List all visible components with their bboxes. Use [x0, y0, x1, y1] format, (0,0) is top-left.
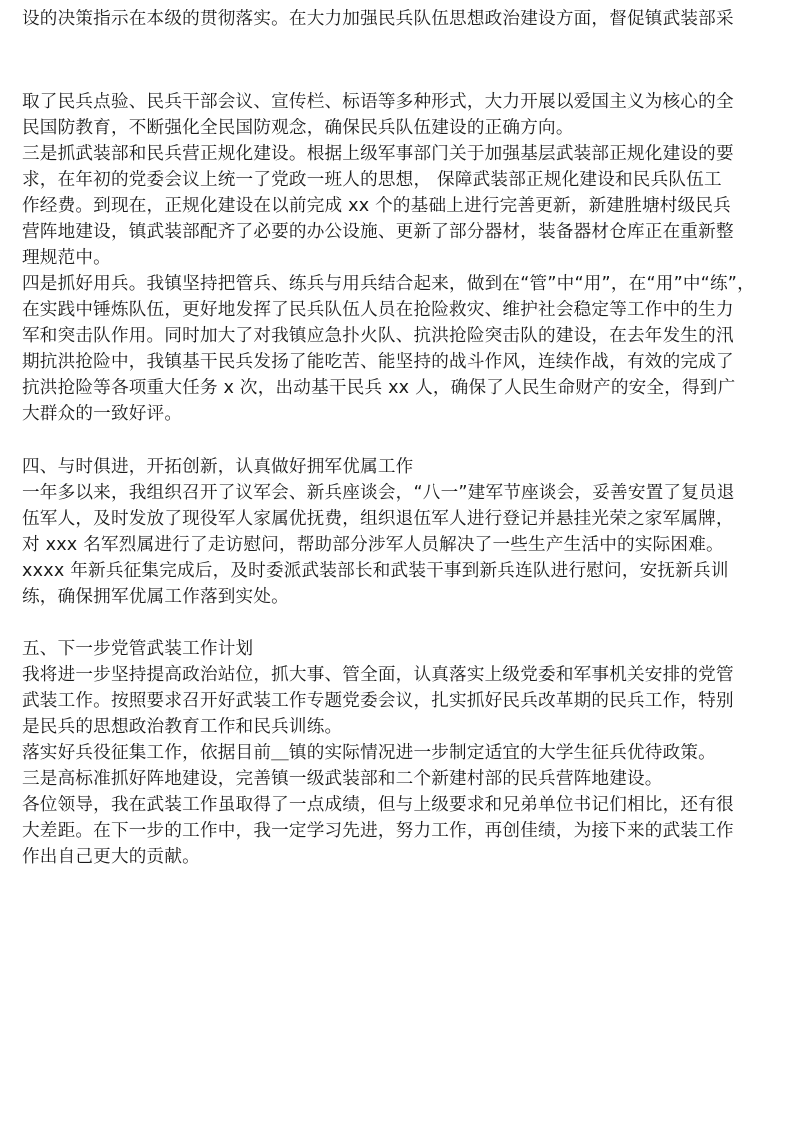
text-line: 武装工作。按照要求召开好武装工作专题党委会议，扎实抓好民兵改革期的民兵工作，特别 [22, 691, 734, 711]
section-heading: 四、与时俱进，开拓创新，认真做好拥军优属工作 [22, 457, 414, 477]
text-line: 民国防教育，不断强化全民国防观念，确保民兵队伍建设的正确方向。 [22, 118, 574, 138]
text-line: 求，在年初的党委会议上统一了党政一班人的思想， 保障武装部正规化建设和民兵队伍工 [22, 170, 722, 190]
text-line: 设的决策指示在本级的贯彻落实。在大力加强民兵队伍思想政治建设方面，督促镇武装部采 [22, 9, 734, 29]
text-line: 三是高标准抓好阵地建设，完善镇一级武装部和二个新建村部的民兵营阵地建设。 [22, 769, 663, 789]
text-line: 大差距。在下一步的工作中，我一定学习先进，努力工作，再创佳绩，为接下来的武装工作 [22, 821, 734, 841]
section-heading: 五、下一步党管武装工作计划 [22, 639, 254, 659]
text-line: 军和突击队作用。同时加大了对我镇应急扑火队、抗洪抢险突击队的建设，在去年发生的汛 [22, 326, 734, 346]
text-line: xxxx 年新兵征集完成后，及时委派武装部长和武装干事到新兵连队进行慰问，安抚新兵训 [22, 561, 729, 581]
text-line: 作经费。到现在，正规化建设在以前完成 xx 个的基础上进行完善更新，新建胜塘村级民兵 [22, 196, 731, 216]
text-line: 是民兵的思想政治教育工作和民兵训练。 [22, 717, 343, 737]
text-line: 我将进一步坚持提高政治站位，抓大事、管全面，认真落实上级党委和军事机关安排的党管 [22, 665, 734, 685]
text-line: 对 xxx 名军烈属进行了走访慰问，帮助部分涉军人员解决了一些生产生活中的实际困难。 [22, 535, 724, 555]
text-line: 抗洪抢险等各项重大任务 x 次，出动基干民兵 xx 人，确保了人民生命财产的安全，得到广 [22, 378, 736, 398]
text-line: 各位领导，我在武装工作虽取得了一点成绩，但与上级要求和兄弟单位书记们相比，还有很 [22, 795, 734, 815]
text-line: 练，确保拥军优属工作落到实处。 [22, 587, 289, 607]
text-line: 作出自己更大的贡献。 [22, 847, 200, 867]
text-line: 取了民兵点验、民兵干部会议、宣传栏、标语等多种形式，大力开展以爱国主义为核心的全 [22, 92, 734, 112]
text-line: 营阵地建设，镇武装部配齐了必要的办公设施、更新了部分器材，装备器材仓库正在重新整 [22, 222, 734, 242]
text-line: 期抗洪抢险中，我镇基干民兵发扬了能吃苦、能坚持的战斗作风，连续作战，有效的完成了 [22, 352, 734, 372]
text-line: 落实好兵役征集工作，依据目前＿镇的实际情况进一步制定适宜的大学生征兵优待政策。 [22, 743, 716, 763]
text-line: 在实践中锤炼队伍，更好地发挥了民兵队伍人员在抢险救灾、维护社会稳定等工作中的生力 [22, 300, 734, 320]
text-line: 三是抓武装部和民兵营正规化建设。根据上级军事部门关于加强基层武装部正规化建设的要 [22, 144, 734, 164]
text-line: 四是抓好用兵。我镇坚持把管兵、练兵与用兵结合起来，做到在“管”中“用”，在“用”中“练”， [22, 274, 755, 294]
text-line: 理规范中。 [22, 248, 111, 268]
text-line: 伍军人，及时发放了现役军人家属优抚费，组织退伍军人进行登记并悬挂光荣之家军属牌， [22, 509, 734, 529]
text-line: 大群众的一致好评。 [22, 404, 183, 424]
text-line: 一年多以来，我组织召开了议军会、新兵座谈会，“八一”建军节座谈会，妥善安置了复员退 [22, 483, 735, 503]
